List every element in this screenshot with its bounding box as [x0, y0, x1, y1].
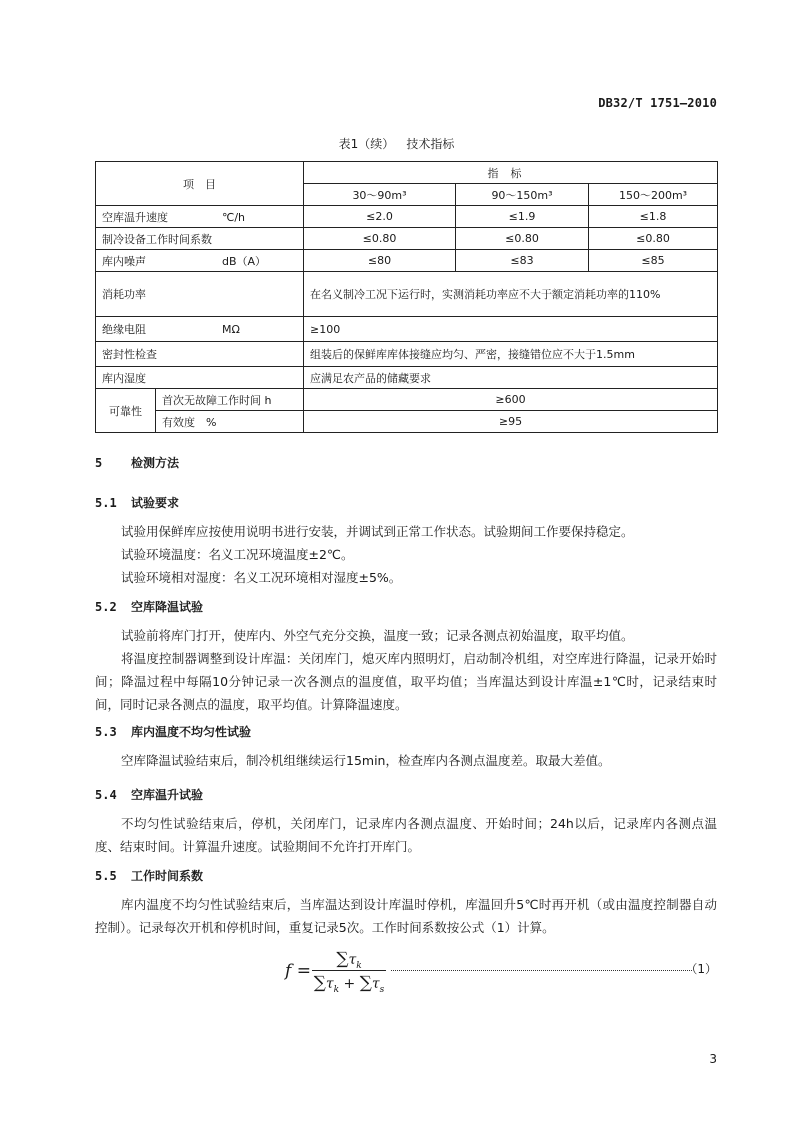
table-row — [96, 206, 718, 228]
formula-fraction — [312, 948, 386, 993]
table-caption — [0, 135, 793, 152]
value-cell: ≤0.80 — [589, 228, 718, 250]
section-heading: 5 检测方法 — [95, 456, 180, 470]
table-row — [96, 411, 718, 433]
section-heading: 5.4 空库温升试验 — [95, 788, 204, 802]
section-heading: 5.2 空库降温试验 — [95, 600, 204, 614]
value-cell: ≤0.80 — [304, 228, 456, 250]
paragraph: 试验环境相对湿度：名义工况环境相对湿度±5%。 — [121, 570, 402, 585]
formula-numerator: $\sum\tau_k$ — [336, 949, 362, 971]
paragraph: 不均匀性试验结束后，停机，关闭库门，记录库内各测点温度、开始时间；24h以后，记录库内各测点温度、结束时间。计算温升速度。试验期间不允许打开库门。 — [95, 816, 717, 854]
formula-1 — [285, 948, 717, 996]
paragraph: 试验环境温度：名义工况环境温度±2℃。 — [121, 547, 354, 562]
table-caption-prefix: 表1（续） — [338, 137, 395, 151]
table-row — [96, 367, 718, 389]
section-body — [95, 520, 717, 589]
value-cell: ≤80 — [304, 250, 456, 272]
row-name-cell: 消耗功率 — [96, 272, 304, 317]
formula-lhs: f = — [285, 961, 311, 981]
paragraph: 试验用保鲜库应按使用说明书进行安装，并调试到正常工作状态。试验期间工作要保持稳定。 — [121, 524, 634, 539]
table-row — [96, 228, 718, 250]
table-caption-title: 技术指标 — [406, 137, 455, 151]
row-unit: ℃/h — [222, 210, 246, 224]
row-name-cell: 制冷设备工作时间系数 — [96, 228, 304, 250]
sub-row-name-cell: 首次无故障工作时间 h — [156, 389, 304, 411]
page-number: 3 — [709, 1052, 717, 1066]
table-row — [96, 272, 718, 317]
range-header: 150～200m³ — [589, 184, 718, 206]
paragraph: 将温度控制器调整到设计库温：关闭库门，熄灭库内照明灯，启动制冷机组，对空库进行降温，记录开始时间；降温过程中每隔10分钟记录一次各测点的温度值，取平均值；当库温达到设计库温±1℃时，记录结束时间，同时记录各测点的温度，取平均值。计算降温速度。 — [95, 651, 717, 712]
value-cell: ≤83 — [456, 250, 589, 272]
section-heading: 5.3 库内温度不均匀性试验 — [95, 725, 252, 739]
spec-text-cell: ≥600 — [304, 389, 718, 411]
paragraph: 试验前将库门打开，使库内、外空气充分交换，温度一致；记录各测点初始温度，取平均值。 — [121, 628, 634, 643]
section-body — [95, 624, 717, 716]
row-name-cell: 密封性检查 — [96, 342, 304, 367]
row-name-cell: 库内噪声 dB（A） — [96, 250, 304, 272]
table-row — [96, 250, 718, 272]
reliability-label: 可靠性 — [96, 389, 156, 433]
spec-table — [95, 161, 718, 433]
section-heading: 5.1 试验要求 — [95, 496, 180, 510]
row-unit: dB（A） — [222, 254, 267, 268]
header-index-cell: 指标 — [304, 162, 718, 184]
spec-text-cell: ≥95 — [304, 411, 718, 433]
value-cell: ≤1.9 — [456, 206, 589, 228]
row-name-cell: 空库温升速度 ℃/h — [96, 206, 304, 228]
value-cell: ≤2.0 — [304, 206, 456, 228]
spec-text-cell: 组装后的保鲜库库体接缝应均匀、严密，接缝错位应不大于1.5mm — [304, 342, 718, 367]
sub-row-name-cell: 有效度 % — [156, 411, 304, 433]
standard-code: DB32/T 1751—2010 — [598, 96, 717, 110]
range-header: 30～90m³ — [304, 184, 456, 206]
table-row — [96, 317, 718, 342]
formula-leader-dots — [391, 970, 692, 971]
row-name-cell: 库内湿度 — [96, 367, 304, 389]
section-body — [95, 749, 717, 772]
section-body — [95, 893, 717, 939]
header-item-cell: 项 目 — [96, 162, 304, 206]
table-row — [96, 389, 718, 411]
row-name-cell: 绝缘电阻 MΩ — [96, 317, 304, 342]
value-cell: ≤1.8 — [589, 206, 718, 228]
spec-text-cell: 在名义制冷工况下运行时，实测消耗功率应不大于额定消耗功率的110% — [304, 272, 718, 317]
value-cell: ≤85 — [589, 250, 718, 272]
row-unit: MΩ — [222, 323, 240, 336]
table-row — [96, 342, 718, 367]
formula-number: （1） — [685, 962, 717, 976]
formula-denominator: $\sum\tau_k + \sum\tau_s$ — [313, 973, 385, 995]
range-header: 90～150m³ — [456, 184, 589, 206]
spec-text-cell: ≥100 — [304, 317, 718, 342]
paragraph: 空库降温试验结束后，制冷机组继续运行15min，检查库内各测点温度差。取最大差值。 — [121, 753, 611, 768]
spec-text-cell: 应满足农产品的储藏要求 — [304, 367, 718, 389]
value-cell: ≤0.80 — [456, 228, 589, 250]
section-heading: 5.5 工作时间系数 — [95, 869, 204, 883]
section-body — [95, 812, 717, 858]
paragraph: 库内温度不均匀性试验结束后，当库温达到设计库温时停机，库温回升5℃时再开机（或由温度控制器自动控制）。记录每次开机和停机时间，重复记录5次。工作时间系数按公式（1）计算。 — [95, 897, 717, 935]
